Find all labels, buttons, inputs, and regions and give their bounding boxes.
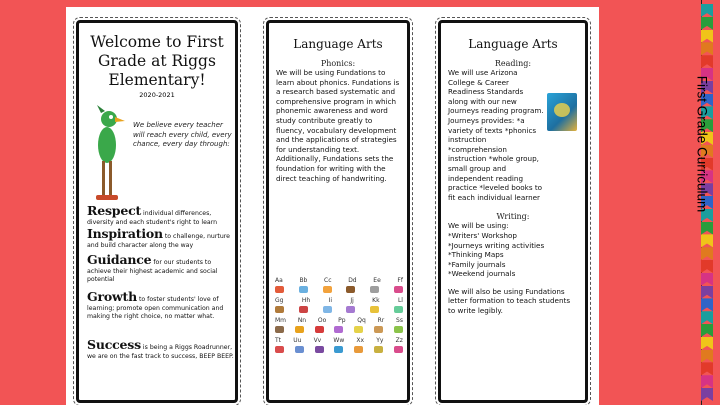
phonics-body: We will be using Fundations to learn about phonics. Fundations is a research based systematic and comprehensive program in which phonemic awareness and word study contribute greatly to fluency, vocabulary development and the applications of strategies for understanding text. Additionally, Fundations sets the foundation for writing with the direct teaching of handwriting.	[276, 68, 400, 183]
writing-item: *Weekend journals	[448, 269, 516, 279]
letter: Zz	[395, 337, 403, 344]
welcome-panel	[76, 20, 238, 403]
pennant-flag-icon	[701, 311, 713, 324]
value-respect	[87, 203, 235, 227]
letter: Aa	[275, 277, 283, 284]
phonics-subtitle: Phonics:	[320, 59, 356, 68]
letter: Ss	[396, 317, 403, 324]
alphabet-row	[275, 337, 403, 346]
reading-writing-panel	[438, 20, 588, 403]
brochure-sheet	[66, 7, 599, 405]
pennant-flag-icon	[701, 362, 713, 375]
school-year: 2020-2021	[139, 91, 175, 99]
pennant-flag-icon	[701, 375, 713, 388]
letter: Rr	[377, 317, 385, 324]
letter: Ww	[333, 337, 345, 344]
side-title-text: First Grade Curriculum	[694, 75, 710, 213]
letter: Yy	[376, 337, 384, 344]
phonics-panel	[266, 20, 410, 403]
writing-subtitle: Writing:	[496, 212, 530, 222]
letter: Mm	[275, 317, 287, 324]
alphabet-row	[275, 317, 403, 326]
alphabet-chart	[275, 277, 403, 357]
pennant-flag-icon	[701, 324, 713, 337]
pennant-flag-icon	[701, 298, 713, 311]
writing-item: *Writers' Workshop	[448, 230, 517, 240]
letter: Kk	[372, 297, 380, 304]
letter: Vv	[313, 337, 322, 344]
writing-intro: We will be using:	[448, 221, 509, 231]
letter: Qq	[357, 317, 366, 324]
letter: Ee	[373, 277, 381, 284]
roadrunner-mascot-icon	[87, 105, 127, 205]
value-growth	[87, 289, 235, 322]
value-word: Guidance	[87, 252, 152, 267]
value-word: Inspiration	[87, 226, 163, 241]
reading-panel-title: Language Arts	[468, 37, 558, 51]
value-text: to foster students' love of learning; promote open communication and making the right choice, no matter what.	[87, 296, 224, 321]
value-success	[87, 337, 235, 361]
letter: Dd	[348, 277, 357, 284]
value-word: Growth	[87, 289, 138, 304]
letter: Gg	[275, 297, 284, 304]
value-text: to challenge, nurture and build character along the way	[87, 233, 230, 249]
picture-row-icon	[275, 286, 403, 295]
letter: Jj	[350, 297, 354, 304]
value-text: for our students to achieve their highest academic and social potential	[87, 259, 218, 284]
letter: Bb	[299, 277, 308, 284]
letter: Ll	[397, 297, 403, 304]
side-title	[696, 14, 708, 274]
value-guidance	[87, 252, 235, 285]
journeys-book-icon	[547, 93, 577, 131]
letter: Oo	[317, 317, 327, 324]
welcome-title: Welcome to First Grade at Riggs Elementary!	[90, 33, 224, 89]
value-inspiration	[87, 226, 235, 250]
value-word: Respect	[87, 203, 142, 218]
value-text: individual differences, diversity and each student's right to learn	[87, 210, 218, 226]
alphabet-row	[275, 297, 403, 306]
pennant-flag-icon	[701, 286, 713, 299]
writing-outro: We will also be using Fundations letter formation to teach students to write legibly.	[448, 286, 571, 316]
alphabet-row	[275, 277, 403, 286]
value-text: is being a Riggs Roadrunner, we are on the fast track to success, BEEP BEEP.	[87, 344, 234, 360]
pennant-flag-icon	[701, 350, 713, 363]
letter: Hh	[301, 297, 311, 304]
picture-row-icon	[275, 306, 403, 315]
letter: Ii	[328, 297, 332, 304]
letter: Ff	[397, 277, 403, 284]
letter: Cc	[324, 277, 332, 284]
letter: Pp	[338, 317, 346, 324]
picture-row-icon	[275, 346, 403, 355]
writing-item: *Journeys writing activities	[448, 240, 545, 250]
pennant-flag-icon	[701, 273, 713, 286]
letter: Xx	[356, 337, 365, 344]
phonics-panel-title: Language Arts	[293, 37, 383, 51]
reading-subtitle: Reading:	[494, 59, 532, 68]
value-word: Success	[87, 337, 141, 352]
reading-body: We will use Arizona College & Career Readiness Standards along with our new Journeys reading program. Journeys provides: *a variety of texts *phonics instruction *comprehension instruction *whole group, small group and independent reading practice *leveled books to fit each individual learner	[448, 68, 544, 202]
writing-item: *Family journals	[448, 259, 506, 269]
letter: Nn	[297, 317, 307, 324]
letter: Tt	[275, 337, 282, 344]
belief-statement: We believe every teacher will reach every child, every chance, every day through:	[133, 121, 232, 148]
pennant-flag-icon	[701, 388, 713, 401]
writing-item: *Thinking Maps	[448, 250, 504, 260]
picture-row-icon	[275, 326, 403, 335]
letter: Uu	[293, 337, 302, 344]
pennant-flag-icon	[701, 337, 713, 350]
